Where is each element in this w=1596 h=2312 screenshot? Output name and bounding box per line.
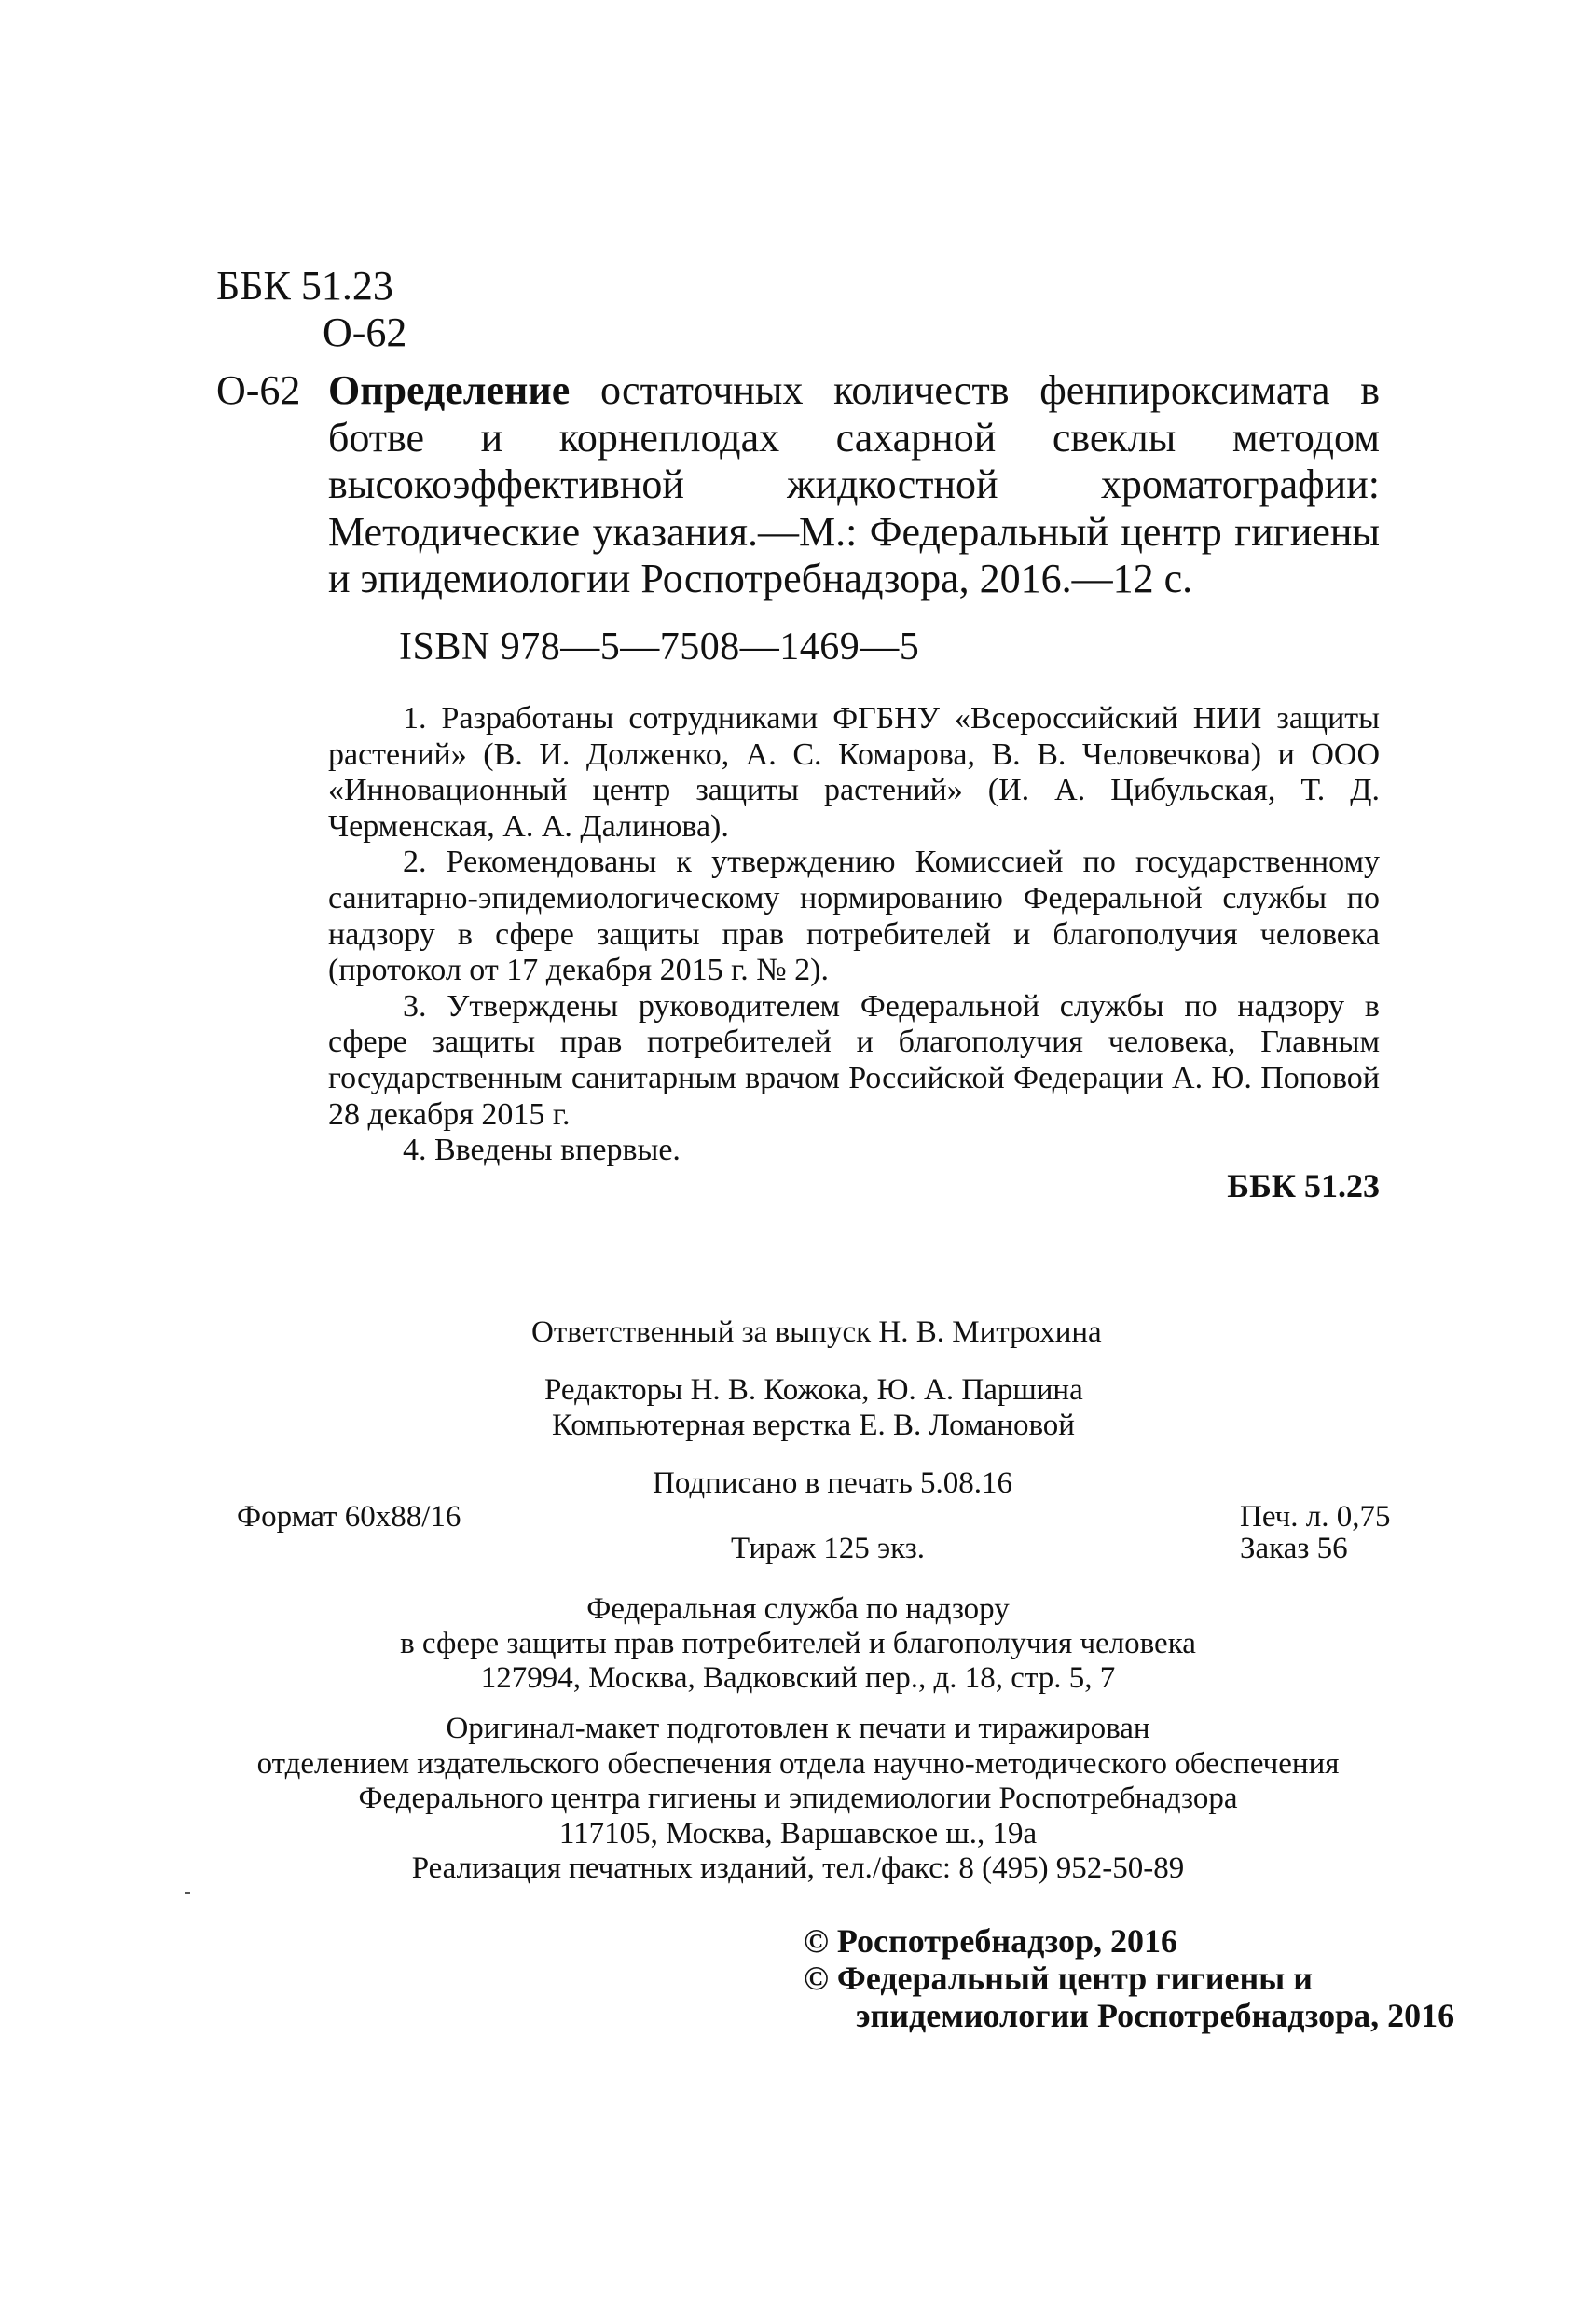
printer-address: 117105, Москва, Варшавское ш., 19а	[558, 1816, 1038, 1851]
isbn: ISBN 978—5—7508—1469—5	[399, 626, 920, 668]
entry-code: О-62	[216, 367, 301, 413]
copyright-line: © Федеральный центр гигиены и	[804, 1960, 1314, 1997]
order-number: Заказ 56	[1240, 1532, 1348, 1565]
bbk-code-bottom: ББК 51.23	[1227, 1167, 1380, 1204]
bbk-code: ББК 51.23	[216, 263, 393, 309]
responsible-editor: Ответственный за выпуск Н. В. Митрохина	[531, 1315, 1102, 1349]
editors: Редакторы Н. В. Кожока, Ю. А. Паршина	[544, 1373, 1083, 1407]
printer-line: отделением издательского обеспечения отдела научно-методического обеспечения	[256, 1746, 1340, 1781]
publisher-block	[332, 1592, 1264, 1696]
copyright-block	[804, 1922, 1454, 2034]
note-recommended: 2. Рекомендованы к утверждению Комиссией по государственному санитарно-эпидемиологическому нормированию Федеральной службы по надзору в сфере защиты прав потребителей и благополучия человека (протокол от 17 декабря 2015 г. № 2).	[328, 845, 1380, 988]
signed-to-print: Подписано в печать 5.08.16	[653, 1466, 1013, 1500]
author-mark: О-62	[323, 310, 407, 355]
print-run: Тираж 125 экз.	[731, 1532, 925, 1565]
publisher-address: 127994, Москва, Вадковский пер., д. 18, стр. 5, 7	[480, 1661, 1116, 1695]
entry-title-rest: остаточных количеств фенпироксимата в ботве и корнеплодах сахарной свеклы методом высокоэффективной жидкостной хроматографии: Методические указания.—М.: Федеральный центр гигиены и эпидемиологии Роспотребнадзора, 2016.—12 с.	[328, 367, 1380, 601]
paper-format: Формат 60x88/16	[237, 1500, 461, 1534]
development-notes	[328, 701, 1380, 1169]
note-introduced: 4. Введены впервые.	[403, 1133, 681, 1168]
margin-mark	[185, 1892, 190, 1894]
publisher-line: Федеральная служба по надзору	[586, 1592, 1010, 1626]
note-developed: 1. Разработаны сотрудниками ФГБНУ «Всероссийский НИИ защиты растений» (В. И. Долженко, А. С. Комарова, В. В. Человечкова) и ООО «Инновационный центр защиты растений» (И. А. Цибульская, Т. Д. Черменская, А. А. Далинова).	[328, 701, 1380, 844]
printed-sheets: Печ. л. 0,75	[1240, 1500, 1391, 1534]
printer-line: Федерального центра гигиены и эпидемиологии Роспотребнадзора	[358, 1782, 1238, 1815]
computer-layout: Компьютерная верстка Е. В. Ломановой	[552, 1409, 1075, 1442]
publisher-line: в сфере защиты прав потребителей и благополучия человека	[400, 1627, 1196, 1660]
printer-line: Оригинал-макет подготовлен к печати и тиражирован	[446, 1712, 1150, 1745]
copyright-line: © Роспотребнадзор, 2016	[804, 1922, 1178, 1960]
note-approved: 3. Утверждены руководителем Федеральной службы по надзору в сфере защиты прав потребителей и благополучия человека, Главным государственным санитарным врачом Российской Федерации А. Ю. Поповой 28 декабря 2015 г.	[328, 988, 1380, 1132]
entry-title-bold: Определение	[328, 367, 571, 413]
printer-block	[239, 1712, 1357, 1887]
copyright-line: эпидемиологии Роспотребнадзора, 2016	[856, 1997, 1455, 2034]
printer-contact: Реализация печатных изданий, тел./факс: 8 (495) 952-50-89	[411, 1851, 1185, 1885]
bibliographic-entry	[328, 367, 1380, 603]
